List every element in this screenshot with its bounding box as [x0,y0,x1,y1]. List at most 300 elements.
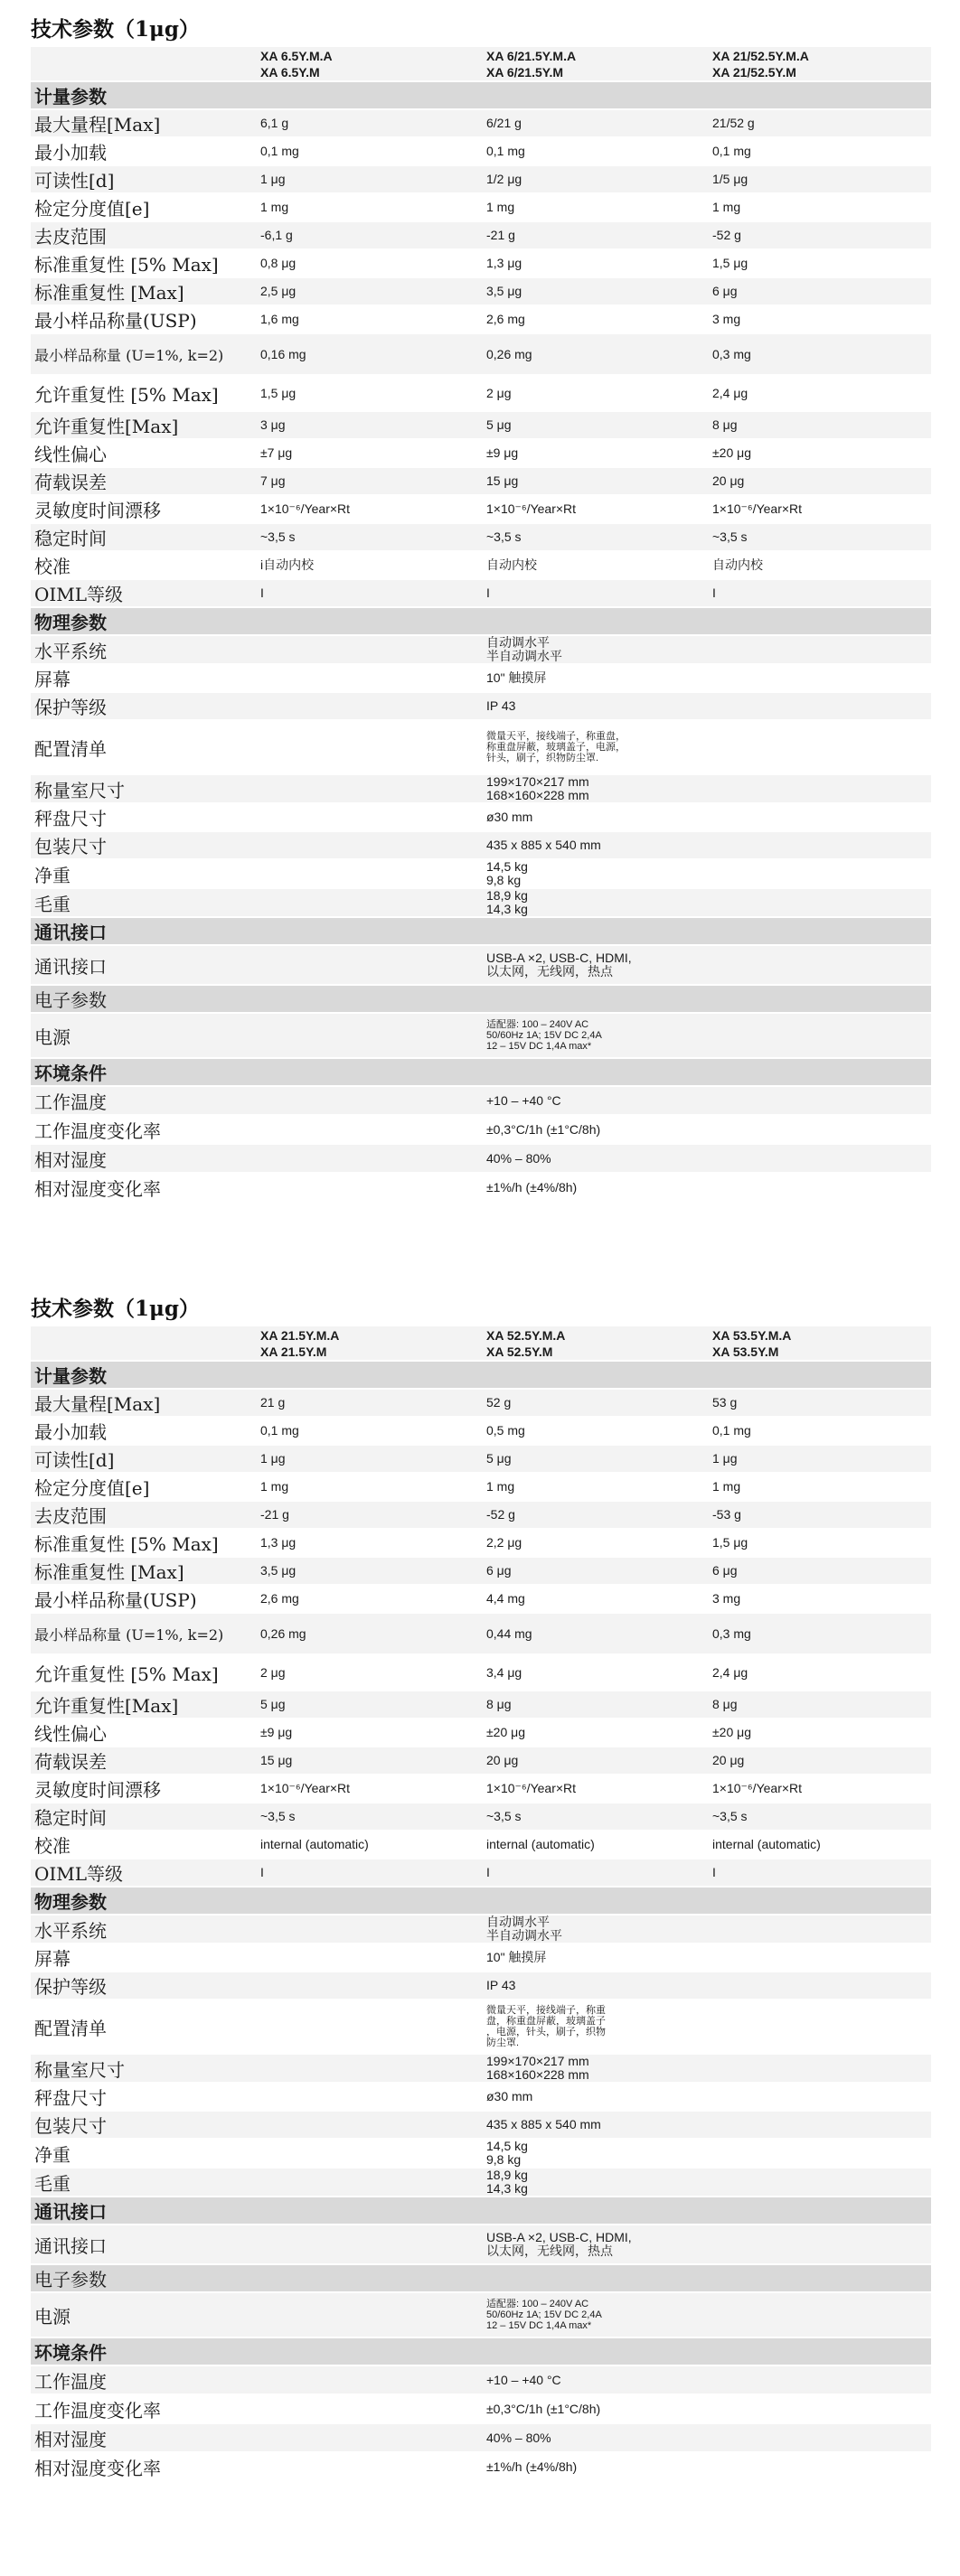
spec-label: 最大量程[Max] [31,109,257,137]
spec-value: ~3,5 s [709,1803,931,1831]
spec-value: 6 μg [709,277,931,305]
spec-row [31,859,931,888]
section-title: 电子参数 [31,2264,257,2292]
spec-value: 6,1 g [257,109,483,137]
spec-value: 4,4 mg [483,1585,709,1613]
spec-value: 1/2 μg [483,165,709,193]
spec-value: ~3,5 s [483,523,709,551]
spec-value-empty [257,692,483,720]
spec-value-empty [257,1013,483,1058]
spec-value-shared: 435 x 885 x 540 mm [483,2111,709,2139]
spec-row [31,664,931,692]
spec-value: I [709,1859,931,1887]
spec-label: 最小加载 [31,137,257,165]
spec-value-empty [709,2423,931,2452]
spec-value: 20 μg [483,1747,709,1775]
spec-label: 工作温度变化率 [31,2394,257,2423]
spec-value: 5 μg [483,1445,709,1473]
section-empty-cell [709,607,931,635]
spec-value: I [709,579,931,607]
spec-label: 净重 [31,859,257,888]
header-empty-cell [31,1326,257,1361]
spec-row [31,2292,931,2337]
spec-label: 通讯接口 [31,945,257,985]
section-row [31,917,931,945]
spec-value-shared: 微量天平，接线端子，称重盘， 称重盘屏蔽，玻璃盖子，电源， 针头，刷子，织物防尘罩. [483,720,709,774]
spec-label: 允许重复性[Max] [31,1691,257,1719]
spec-value: 2,6 mg [483,305,709,333]
spec-value: 8 μg [709,1691,931,1719]
spec-value-empty [257,720,483,774]
spec-value: -52 g [483,1501,709,1529]
spec-value-empty [709,2394,931,2423]
spec-value: 15 μg [483,467,709,495]
spec-value: ±9 μg [257,1719,483,1747]
spec-value: 2,4 μg [709,1654,931,1691]
spec-value: 0,26 mg [257,1613,483,1654]
spec-row [31,1775,931,1803]
spec-row [31,411,931,439]
spec-value: 8 μg [483,1691,709,1719]
spec-value-empty [709,2083,931,2111]
spec-value-shared: USB-A ×2, USB-C, HDMI, 以太网，无线网，热点 [483,2225,709,2264]
section-row [31,607,931,635]
spec-row [31,467,931,495]
spec-row [31,1389,931,1417]
spec-value: 1,3 μg [483,249,709,277]
spec-value-empty [257,1115,483,1144]
spec-row [31,551,931,579]
spec-row [31,2083,931,2111]
spec-value: 53 g [709,1389,931,1417]
spec-value-shared: 18,9 kg 14,3 kg [483,888,709,917]
spec-value: 20 μg [709,467,931,495]
section-empty-cell [483,2337,709,2365]
spec-value: 52 g [483,1389,709,1417]
spec-value: 2 μg [483,375,709,411]
spec-value-empty [709,2139,931,2168]
spec-label: 通讯接口 [31,2225,257,2264]
spec-value: 0,3 mg [709,1613,931,1654]
spec-label: 线性偏心 [31,439,257,467]
spec-value-shared: 适配器: 100 – 240V AC 50/60Hz 1A; 15V DC 2,4A 12 – 15V DC 1,4A max* [483,2292,709,2337]
spec-value-empty [709,774,931,803]
spec-value-shared: 40% – 80% [483,2423,709,2452]
spec-value: 0,5 mg [483,1417,709,1445]
spec-row [31,1144,931,1173]
spec-value-shared: 14,5 kg 9,8 kg [483,2139,709,2168]
spec-row [31,137,931,165]
spec-label: 最小样品称量 (U=1%, k=2) [31,333,257,375]
spec-value: -21 g [483,221,709,249]
spec-value: 7 μg [257,467,483,495]
section-row [31,1058,931,1086]
spec-value: 3 μg [257,411,483,439]
spec-value-empty [257,635,483,664]
spec-row [31,1013,931,1058]
spec-value: 1,5 μg [709,249,931,277]
spec-value-empty [709,859,931,888]
spec-value: 1 mg [483,193,709,221]
section-row [31,1361,931,1389]
spec-table [31,1326,931,2482]
spec-value-shared: ±1%/h (±4%/8h) [483,2452,709,2481]
spec-value: 0,16 mg [257,333,483,375]
spec-value: ±7 μg [257,439,483,467]
spec-value: 0,1 mg [709,1417,931,1445]
spec-value: 2 μg [257,1654,483,1691]
spec-value-empty [709,2000,931,2054]
spec-row [31,2168,931,2197]
spec-value-empty [709,1915,931,1944]
spec-value-empty [257,1915,483,1944]
section-empty-cell [257,81,483,109]
section-empty-cell [257,607,483,635]
spec-row [31,1747,931,1775]
spec-value-shared: 10" 触摸屏 [483,664,709,692]
spec-value: 2,4 μg [709,375,931,411]
spec-label: 工作温度变化率 [31,1115,257,1144]
spec-row [31,1585,931,1613]
section-row [31,1887,931,1915]
spec-label: 检定分度值[e] [31,1473,257,1501]
spec-value-empty [257,2083,483,2111]
spec-value: 1×10⁻⁶/Year×Rt [483,495,709,523]
section-row [31,2337,931,2365]
spec-row [31,1944,931,1972]
spec-value-shared: 适配器: 100 – 240V AC 50/60Hz 1A; 15V DC 2,4A 12 – 15V DC 1,4A max* [483,1013,709,1058]
section-title: 计量参数 [31,1361,257,1389]
spec-value-empty [709,831,931,859]
spec-value: 0,44 mg [483,1613,709,1654]
spec-row [31,2365,931,2394]
spec-value-empty [709,1115,931,1144]
spec-block [31,13,931,1273]
spec-value: ±20 μg [709,439,931,467]
spec-row [31,831,931,859]
spec-value-empty [257,1144,483,1173]
spec-value: 自动内校 [709,551,931,579]
spec-value-empty [257,2111,483,2139]
spec-row [31,1445,931,1473]
spec-value-shared: 199×170×217 mm 168×160×228 mm [483,774,709,803]
spec-row [31,2394,931,2423]
spec-value-shared: 自动调水平 半自动调水平 [483,635,709,664]
spec-value: internal (automatic) [709,1831,931,1859]
spec-row [31,1529,931,1557]
spec-value-shared: 10" 触摸屏 [483,1944,709,1972]
section-empty-cell [709,917,931,945]
spec-label: OIML等级 [31,1859,257,1887]
spec-value: 1×10⁻⁶/Year×Rt [257,1775,483,1803]
spec-row [31,2423,931,2452]
spec-row [31,333,931,375]
section-empty-cell [257,2264,483,2292]
spec-row [31,523,931,551]
spec-value-empty [709,888,931,917]
spec-value: ±9 μg [483,439,709,467]
spec-label: 荷载误差 [31,467,257,495]
spec-row [31,2225,931,2264]
spec-value-empty [709,2292,931,2337]
spec-value: 1,5 μg [257,375,483,411]
spec-value: I [257,1859,483,1887]
spec-value-empty [709,945,931,985]
spec-value: 21/52 g [709,109,931,137]
spec-value: internal (automatic) [483,1831,709,1859]
spec-label: 电源 [31,2292,257,2337]
spec-value-empty [257,2365,483,2394]
spec-value-shared: 微量天平，接线端子，称重 盘，称重盘屏蔽，玻璃盖子 ，电源，针头，刷子，织物 防尘罩. [483,2000,709,2054]
spec-value-shared: ±1%/h (±4%/8h) [483,1173,709,1202]
spec-label: 屏幕 [31,1944,257,1972]
spec-value-empty [257,945,483,985]
spec-label: 净重 [31,2139,257,2168]
spec-value-empty [257,888,483,917]
spec-value: 0,1 mg [257,137,483,165]
spec-value-empty [709,2365,931,2394]
spec-value: 1×10⁻⁶/Year×Rt [257,495,483,523]
spec-value-empty [257,2225,483,2264]
spec-value: 1,3 μg [257,1529,483,1557]
model-header-row [31,47,931,81]
spec-value: 1,5 μg [709,1529,931,1557]
spec-value-shared: +10 – +40 °C [483,1086,709,1115]
spec-value-empty [709,720,931,774]
spec-value: 0,26 mg [483,333,709,375]
spec-value: 1 mg [257,193,483,221]
spec-label: 最大量程[Max] [31,1389,257,1417]
section-title: 通讯接口 [31,2197,257,2225]
section-empty-cell [709,2337,931,2365]
spec-value: 自动内校 [483,551,709,579]
spec-label: 配置清单 [31,2000,257,2054]
spec-value-empty [709,1144,931,1173]
spec-value-empty [257,831,483,859]
spec-value: 2,6 mg [257,1585,483,1613]
model-name: XA 53.5Y.M.A XA 53.5Y.M [709,1326,931,1361]
section-title: 环境条件 [31,1058,257,1086]
spec-value: 1×10⁻⁶/Year×Rt [483,1775,709,1803]
spec-value-empty [709,692,931,720]
spec-title: 技术参数（1μg） [31,17,200,42]
section-empty-cell [709,985,931,1013]
spec-label: 毛重 [31,2168,257,2197]
spec-value-shared: ø30 mm [483,803,709,831]
model-name: XA 52.5Y.M.A XA 52.5Y.M [483,1326,709,1361]
spec-value-shared: USB-A ×2, USB-C, HDMI, 以太网，无线网，热点 [483,945,709,985]
section-empty-cell [257,2337,483,2365]
section-empty-cell [483,917,709,945]
spec-label: 称量室尺寸 [31,774,257,803]
spec-value-shared: IP 43 [483,692,709,720]
spec-label: 稳定时间 [31,1803,257,1831]
spec-row [31,635,931,664]
spec-value: ±20 μg [483,1719,709,1747]
spec-value: ~3,5 s [483,1803,709,1831]
spec-row [31,2054,931,2083]
spec-value: 5 μg [483,411,709,439]
spec-value: i自动内校 [257,551,483,579]
spec-row [31,1859,931,1887]
section-title: 电子参数 [31,985,257,1013]
spec-value: 2,5 μg [257,277,483,305]
spec-label: 工作温度 [31,1086,257,1115]
spec-value: 3,5 μg [257,1557,483,1585]
spec-value-empty [709,803,931,831]
spec-value-shared: 18,9 kg 14,3 kg [483,2168,709,2197]
spec-label: 去皮范围 [31,1501,257,1529]
section-empty-cell [483,1361,709,1389]
spec-value: 0,8 μg [257,249,483,277]
spec-row [31,1915,931,1944]
spec-value: 1 mg [257,1473,483,1501]
section-row [31,81,931,109]
spec-value: 0,3 mg [709,333,931,375]
spec-value-empty [709,1013,931,1058]
spec-value-empty [257,2054,483,2083]
section-empty-cell [709,1361,931,1389]
spec-label: 配置清单 [31,720,257,774]
spec-label: 灵敏度时间漂移 [31,1775,257,1803]
spec-table [31,47,931,1203]
spec-value: -6,1 g [257,221,483,249]
section-empty-cell [709,81,931,109]
spec-row [31,1613,931,1654]
model-name: XA 6/21.5Y.M.A XA 6/21.5Y.M [483,47,709,81]
spec-value-empty [257,664,483,692]
spec-label: 最小加载 [31,1417,257,1445]
spec-value-shared: 199×170×217 mm 168×160×228 mm [483,2054,709,2083]
spec-value-empty [709,2111,931,2139]
spec-value: 6 μg [483,1557,709,1585]
spec-label: 包装尺寸 [31,831,257,859]
spec-label: 最小样品称量 (U=1%, k=2) [31,1613,257,1654]
spec-value-empty [709,664,931,692]
section-empty-cell [709,2197,931,2225]
spec-value-empty [257,803,483,831]
model-header-row [31,1326,931,1361]
spec-label: 标准重复性 [5% Max] [31,1529,257,1557]
spec-label: 标准重复性 [5% Max] [31,249,257,277]
spec-row [31,888,931,917]
spec-value: 0,1 mg [483,137,709,165]
spec-value-shared: ø30 mm [483,2083,709,2111]
spec-row [31,277,931,305]
spec-label: 灵敏度时间漂移 [31,495,257,523]
spec-value: 6 μg [709,1557,931,1585]
section-row [31,985,931,1013]
section-empty-cell [257,1361,483,1389]
spec-row [31,1557,931,1585]
spec-row [31,2111,931,2139]
spec-value: 1 mg [483,1473,709,1501]
spec-row [31,221,931,249]
spec-value: 21 g [257,1389,483,1417]
spec-value: 1,6 mg [257,305,483,333]
section-empty-cell [483,607,709,635]
spec-row [31,2452,931,2481]
spec-value-empty [257,1944,483,1972]
spec-value: 6/21 g [483,109,709,137]
spec-value-shared: ±0,3°C/1h (±1°C/8h) [483,1115,709,1144]
spec-value: ~3,5 s [257,1803,483,1831]
spec-label: 秤盘尺寸 [31,803,257,831]
spec-label: 水平系统 [31,635,257,664]
section-empty-cell [483,985,709,1013]
spec-value: internal (automatic) [257,1831,483,1859]
spec-row [31,2000,931,2054]
spec-value-empty [257,774,483,803]
spec-value-empty [709,1086,931,1115]
spec-value: 1×10⁻⁶/Year×Rt [709,495,931,523]
spec-value-empty [709,1173,931,1202]
spec-value-empty [709,1972,931,2000]
spec-label: 允许重复性 [5% Max] [31,1654,257,1691]
section-title: 环境条件 [31,2337,257,2365]
spec-value-shared: ±0,3°C/1h (±1°C/8h) [483,2394,709,2423]
spec-value: 5 μg [257,1691,483,1719]
section-row [31,2264,931,2292]
spec-value-empty [709,635,931,664]
spec-row [31,579,931,607]
spec-value: I [483,1859,709,1887]
spec-row [31,1719,931,1747]
spec-value-empty [709,2225,931,2264]
spec-value: 1 μg [257,165,483,193]
section-empty-cell [483,1058,709,1086]
spec-value: 15 μg [257,1747,483,1775]
spec-value-shared: 40% – 80% [483,1144,709,1173]
spec-row [31,375,931,411]
section-empty-cell [483,1887,709,1915]
section-empty-cell [709,2264,931,2292]
spec-label: 稳定时间 [31,523,257,551]
spec-value: 1 μg [709,1445,931,1473]
spec-row [31,439,931,467]
spec-value: I [257,579,483,607]
spec-value-empty [257,1086,483,1115]
spec-value: 1×10⁻⁶/Year×Rt [709,1775,931,1803]
spec-row [31,1086,931,1115]
spec-label: 工作温度 [31,2365,257,2394]
spec-row [31,2139,931,2168]
spec-row [31,165,931,193]
spec-row [31,803,931,831]
spec-value: 8 μg [709,411,931,439]
spec-label: 水平系统 [31,1915,257,1944]
spec-row [31,945,931,985]
section-empty-cell [257,2197,483,2225]
spec-row [31,305,931,333]
spec-value-shared: IP 43 [483,1972,709,2000]
spec-row [31,692,931,720]
spec-value: 1/5 μg [709,165,931,193]
spec-row [31,249,931,277]
spec-value-shared: 14,5 kg 9,8 kg [483,859,709,888]
spec-value-empty [709,2054,931,2083]
spec-label: 允许重复性[Max] [31,411,257,439]
spec-value: 1 μg [257,1445,483,1473]
spec-label: 荷载误差 [31,1747,257,1775]
spec-value-empty [257,2168,483,2197]
spec-value-shared: +10 – +40 °C [483,2365,709,2394]
spec-label: 允许重复性 [5% Max] [31,375,257,411]
section-empty-cell [709,1887,931,1915]
spec-value-shared: 435 x 885 x 540 mm [483,831,709,859]
spec-value-empty [257,859,483,888]
spec-value-empty [257,2000,483,2054]
